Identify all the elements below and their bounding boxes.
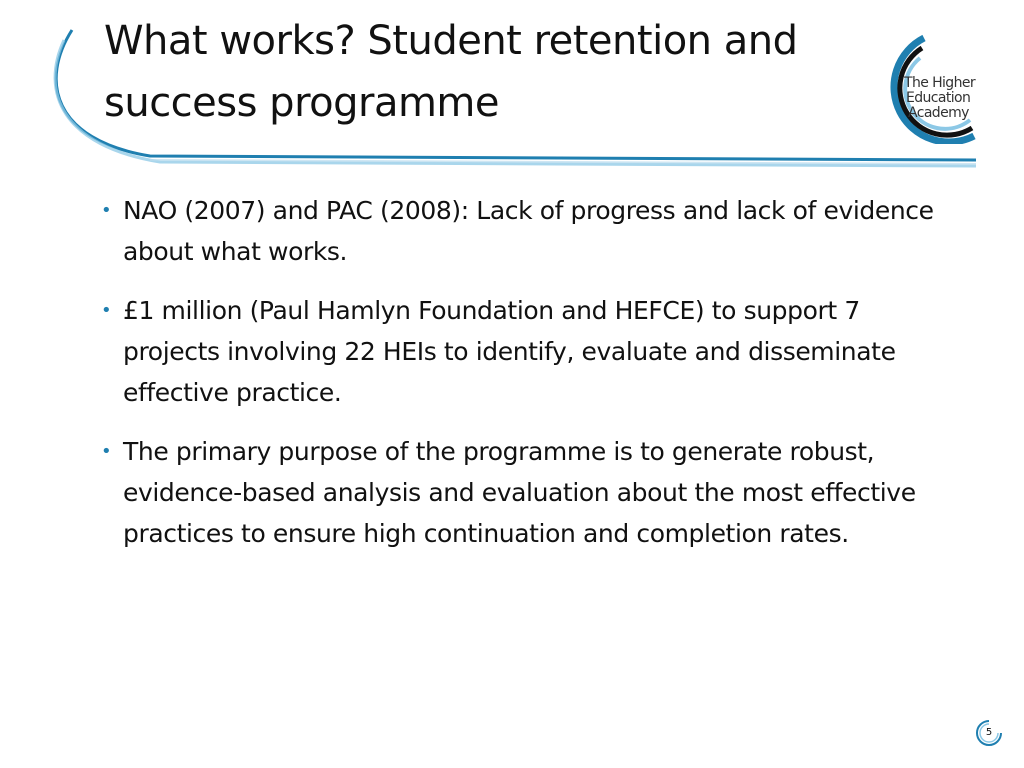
bullet-list	[98, 190, 958, 572]
logo-line-2: Education	[906, 90, 971, 106]
bullet-item	[98, 190, 958, 272]
bullet-text: £1 million (Paul Hamlyn Foundation and HEFCE) to support 7 projects involving 22 HEIs to identify, evaluate and disseminate effective practice.	[123, 296, 896, 407]
bullet-text: The primary purpose of the programme is to generate robust, evidence-based analysis and evaluation about the most effective practices to ensure high continuation and completion rates.	[123, 437, 916, 548]
bullet-text: NAO (2007) and PAC (2008): Lack of progress and lack of evidence about what works.	[123, 196, 934, 266]
page-number: 5	[985, 727, 993, 738]
logo-line-3: Academy	[908, 105, 969, 121]
bullet-item	[98, 431, 958, 554]
bullet-item	[98, 290, 958, 413]
logo-wordmark	[904, 76, 984, 121]
bullet-dot-icon: •	[101, 441, 112, 462]
slide-title: What works? Student retention and success programme	[104, 18, 798, 126]
logo-line-1: The Higher	[904, 75, 976, 91]
bullet-dot-icon: •	[101, 300, 112, 321]
bullet-dot-icon: •	[101, 200, 112, 221]
